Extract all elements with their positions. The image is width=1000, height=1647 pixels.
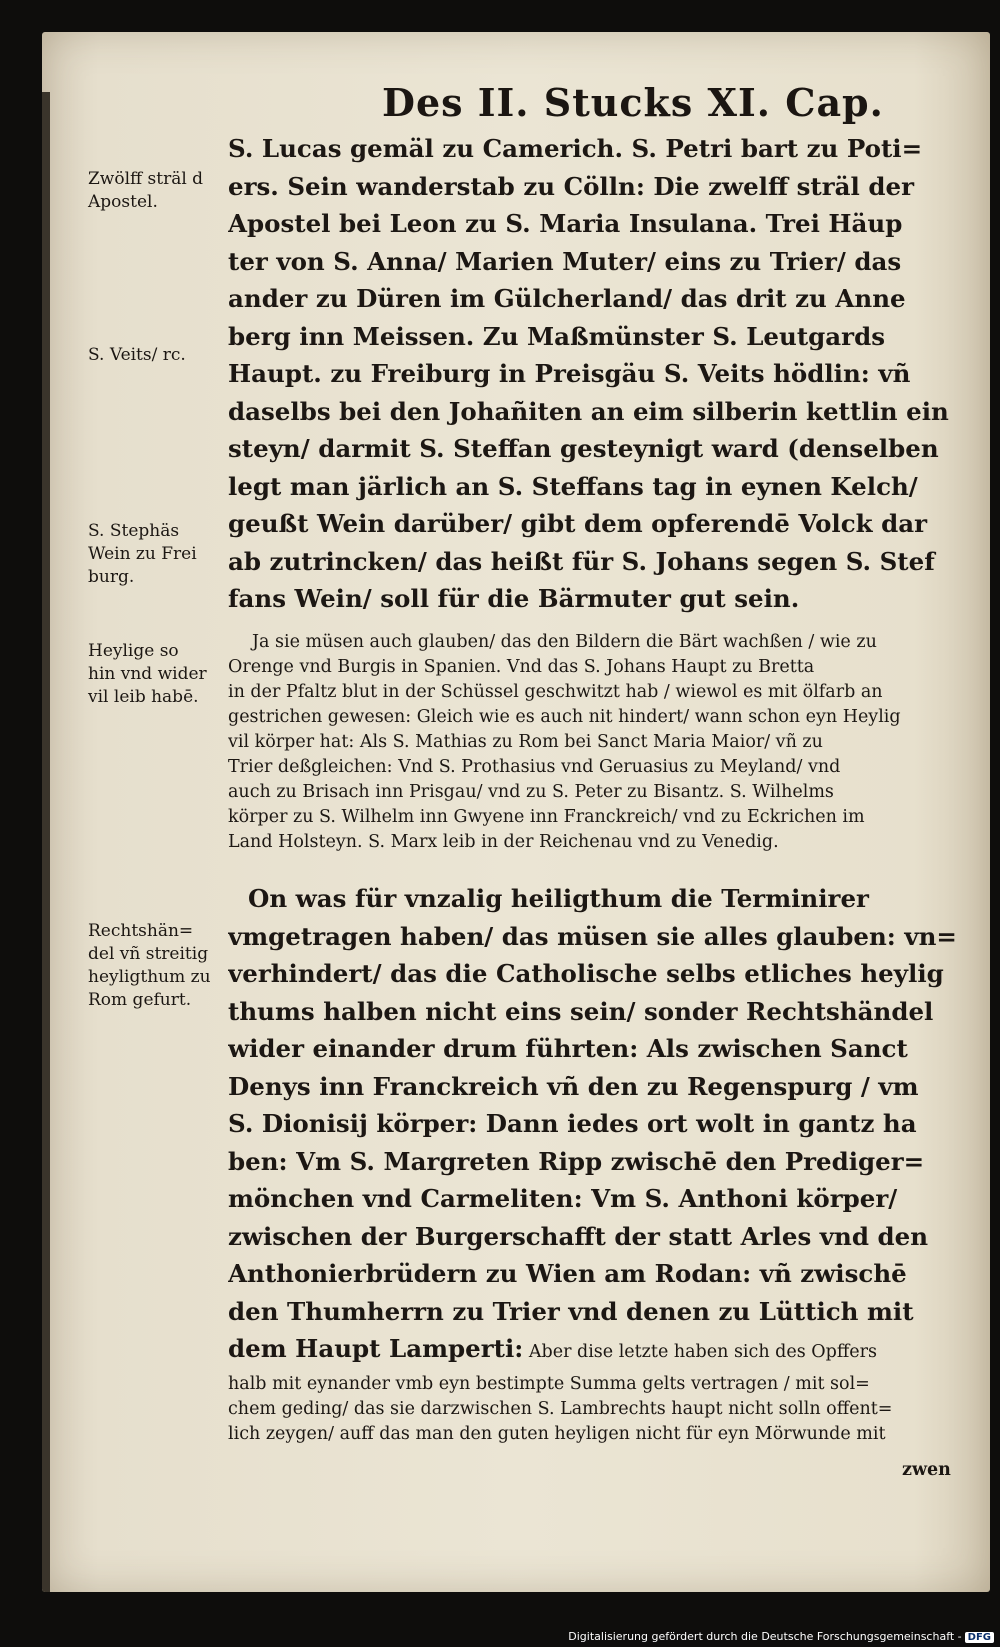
text-line: verhindert/ das die Catholische selbs etliches heylig: [228, 959, 944, 988]
paragraph-4: [228, 1330, 978, 1447]
text-line: Land Holsteyn. S. Marx leib in der Reichenau vnd zu Venedig.: [228, 832, 779, 852]
text-line: Ja sie müsen auch glauben/ das den Bildern die Bärt wachßen / wie zu: [252, 632, 877, 652]
text-line: legt man järlich an S. Steffans tag in eynen Kelch/: [228, 471, 918, 501]
text-line: thums halben nicht eins sein/ sonder Rechtshändel: [228, 996, 934, 1026]
text-line: vmgetragen haben/ das müsen sie alles glauben: vn=: [228, 921, 957, 951]
text-line: in der Pfaltz blut in der Schüssel geschwitzt hab / wiewol es mit ölfarb an: [228, 682, 883, 702]
text-line: geußt Wein darüber/ gibt dem opferendē Volck dar: [228, 509, 928, 538]
text-line: wider einander drum führten: Als zwischen Sanct: [228, 1034, 908, 1063]
text-line: Orenge vnd Burgis in Spanien. Vnd das S. Johans Haupt zu Bretta: [228, 657, 815, 677]
margin-note-2: [88, 344, 233, 367]
margin-note-line: Zwölff sträl d: [88, 169, 204, 189]
margin-note-1: [88, 168, 233, 214]
margin-note-line: S. Stephäs: [88, 521, 180, 541]
paragraph-1: [228, 130, 978, 618]
text-line: Denys inn Franckreich vñ den zu Regenspurg / vm: [228, 1071, 919, 1101]
margin-note-line: del vñ streitig: [88, 944, 209, 964]
text-line: Apostel bei Leon zu S. Maria Insulana. Trei Häup: [228, 209, 903, 238]
text-line: fans Wein/ soll für die Bärmuter gut sein.: [228, 584, 800, 613]
text-line: halb mit eynander vmb eyn bestimpte Summa gelts vertragen / mit sol=: [228, 1373, 870, 1394]
text-line: auch zu Brisach inn Prisgau/ vnd zu S. Peter zu Bisantz. S. Wilhelms: [228, 782, 834, 802]
dfg-logo-badge: DFG: [965, 1632, 994, 1643]
margin-note-line: Wein zu Frei: [88, 544, 197, 564]
paragraph-2: [228, 630, 978, 855]
adjacent-page-edge: [42, 92, 50, 1592]
text-line: ander zu Düren im Gülcherland/ das drit zu Anne: [228, 284, 906, 313]
text-line: chem geding/ das sie darzwischen S. Lambrechts haupt nicht solln offent=: [228, 1398, 893, 1419]
text-span-small: Aber dise letzte haben sich des Opffers: [523, 1342, 877, 1362]
text-span-large: dem Haupt Lamperti:: [228, 1334, 524, 1363]
margin-note-line: S. Veits/ rc.: [88, 345, 186, 365]
text-line: Haupt. zu Freiburg in Preisgäu S. Veits hödlin: vñ: [228, 359, 911, 388]
text-line: lich zeygen/ auff das man den guten heyligen nicht für eyn Mörwunde mit: [228, 1423, 886, 1444]
paragraph-3: [228, 880, 978, 1330]
margin-note-line: Rechtshän=: [88, 921, 194, 941]
text-line: zwischen der Burgerschafft der statt Arles vnd den: [228, 1221, 929, 1251]
margin-note-line: vil leib habē.: [88, 687, 199, 707]
text-line: steyn/ darmit S. Steffan gesteynigt ward (denselben: [228, 434, 939, 463]
text-line: S. Dionisij körper: Dann iedes ort wolt in gantz ha: [228, 1109, 917, 1138]
text-line: ab zutrincken/ das heißt für S. Johans segen S. Stef: [228, 546, 935, 576]
text-line: ben: Vm S. Margreten Ripp zwischē den Prediger=: [228, 1146, 925, 1176]
text-line: den Thumherrn zu Trier vnd denen zu Lüttich mit: [228, 1296, 914, 1326]
margin-note-line: Rom gefurt.: [88, 990, 192, 1010]
text-line: körper zu S. Wilhelm inn Gwyene inn Franckreich/ vnd zu Eckrichen im: [228, 807, 865, 827]
margin-note-line: burg.: [88, 567, 135, 587]
margin-note-line: heyligthum zu: [88, 967, 211, 987]
text-line: mönchen vnd Carmeliten: Vm S. Anthoni körper/: [228, 1184, 898, 1213]
text-line: Anthonierbrüdern zu Wien am Rodan: vñ zwischē: [228, 1259, 907, 1288]
text-line: gestrichen gewesen: Gleich wie es auch nit hindert/ wann schon eyn Heylig: [228, 707, 901, 727]
text-line: vil körper hat: Als S. Mathias zu Rom bei Sanct Maria Maior/ vñ zu: [228, 732, 823, 752]
text-line: [228, 1330, 978, 1372]
text-line: ter von S. Anna/ Marien Muter/ eins zu Trier/ das: [228, 246, 902, 276]
margin-note-5: [88, 920, 233, 1012]
digitization-footer: [568, 1630, 994, 1643]
text-line: ers. Sein wanderstab zu Cölln: Die zwelff sträl der: [228, 171, 914, 201]
margin-note-line: hin vnd wider: [88, 664, 207, 684]
text-line: S. Lucas gemäl zu Camerich. S. Petri bart zu Poti=: [228, 134, 923, 163]
text-line: On was für vnzalig heiligthum die Terminirer: [248, 884, 869, 913]
text-line: berg inn Meissen. Zu Maßmünster S. Leutgards: [228, 321, 885, 351]
book-page: [42, 32, 990, 1592]
margin-note-3: [88, 520, 233, 589]
margin-note-line: Apostel.: [88, 192, 158, 212]
margin-note-line: Heylige so: [88, 641, 179, 661]
margin-note-4: [88, 640, 233, 709]
footer-text: Digitalisierung gefördert durch die Deutsche Forschungsgemeinschaft -: [568, 1630, 962, 1643]
catchword: zwen: [902, 1460, 951, 1480]
running-head: Des II. Stucks XI. Cap.: [382, 80, 884, 125]
text-line: daselbs bei den Johañiten an eim silberin kettlin ein: [228, 396, 949, 426]
text-line: Trier deßgleichen: Vnd S. Prothasius vnd Geruasius zu Meyland/ vnd: [228, 757, 841, 777]
